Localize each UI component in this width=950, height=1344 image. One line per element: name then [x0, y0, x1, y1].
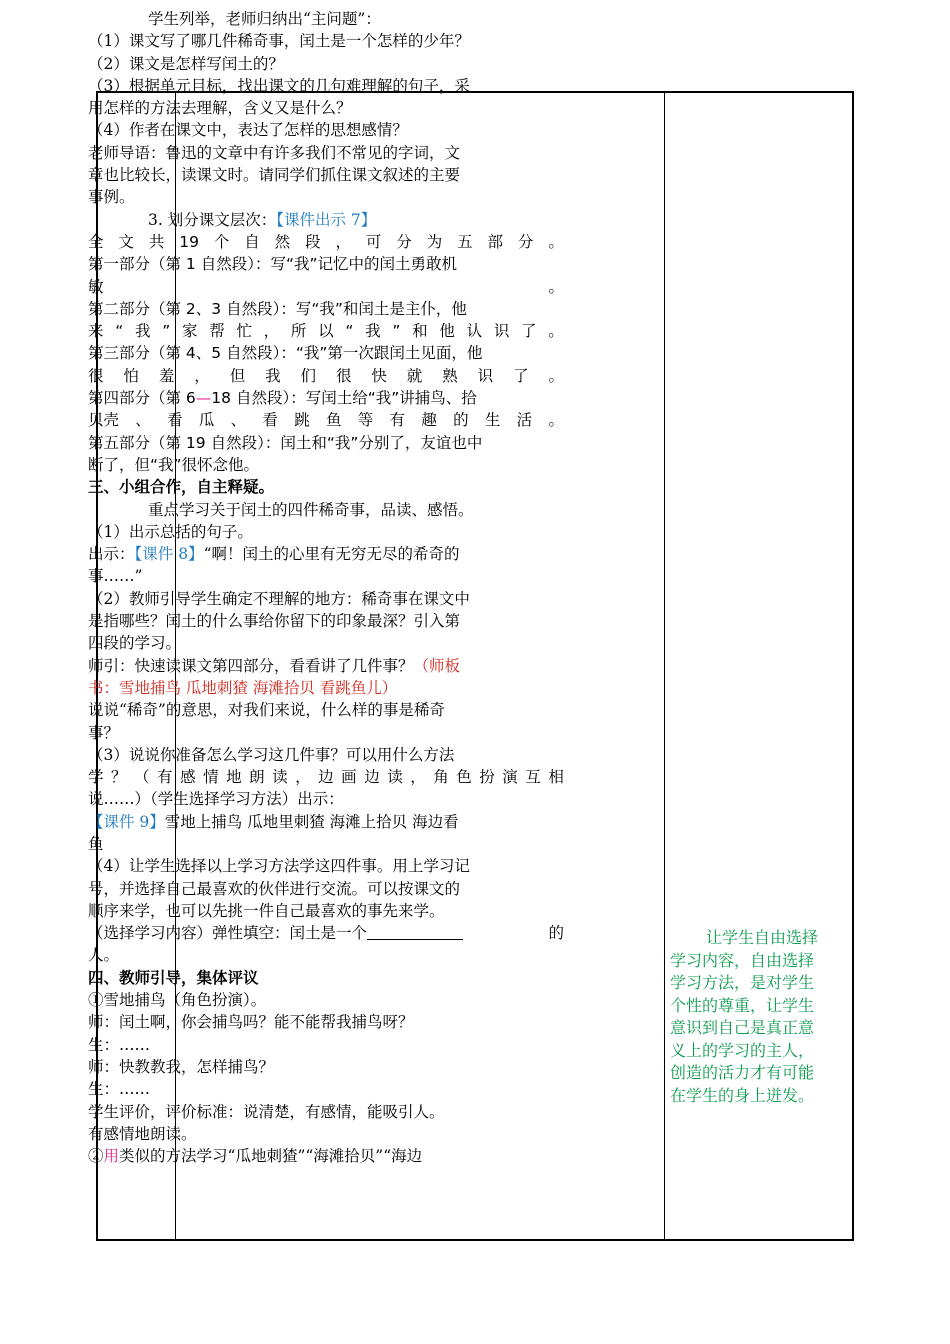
- text-line: [88, 655, 564, 677]
- char-token: 跳: [294, 411, 310, 430]
- text-line: 事例。: [88, 188, 135, 207]
- text-line: （3）根据单元目标，找出课文的几句难理解的句子，采: [88, 76, 470, 95]
- char-token: 看: [167, 411, 183, 430]
- char-token: 有: [389, 411, 406, 430]
- char-token: ，: [410, 768, 426, 787]
- text-line: 断了，但“我”很怀念他。: [88, 455, 260, 474]
- text-fragment: 敏: [88, 277, 104, 296]
- char-token: 家: [181, 322, 198, 341]
- fill-blank-line: [88, 922, 564, 944]
- text-line: 有感情地朗读。: [88, 1124, 197, 1143]
- note-line: 个性的尊重，让学生: [670, 995, 815, 1015]
- char-token: 部: [487, 232, 504, 251]
- char-token: ”: [392, 322, 401, 341]
- char-token: 地: [226, 768, 242, 787]
- char-token: ，: [194, 366, 210, 385]
- char-token: 分: [396, 232, 412, 251]
- char-token: 生: [484, 411, 501, 430]
- text-fragment: 类似的方法学习“瓜地刺猹”“海滩拾贝”“海边: [119, 1147, 423, 1166]
- justified-line: [88, 409, 564, 431]
- char-token: 。: [548, 232, 564, 251]
- text-fragment: 师引：快速读课文第四部分，看看讲了几件事？: [88, 656, 414, 675]
- text-line: [88, 209, 564, 231]
- char-token: 、: [230, 411, 247, 430]
- char-token: 等: [357, 411, 374, 430]
- section-heading-text: 3. 划分课文层次：: [148, 210, 277, 229]
- text-line: 学生列举，老师归纳出“主问题”：: [148, 10, 381, 28]
- char-token: 所: [290, 322, 307, 341]
- lesson-content-column: [88, 8, 564, 1167]
- char-token: 感: [180, 768, 196, 787]
- char-token: 活: [516, 411, 533, 430]
- justified-line: [88, 231, 564, 253]
- text-line: 师：快教教我，怎样捕鸟？: [88, 1057, 275, 1076]
- text-fragment: ②: [88, 1147, 104, 1166]
- char-token: 但: [229, 366, 246, 385]
- text-fragment: 第四部分（第 6: [88, 389, 196, 408]
- text-line: [88, 811, 564, 833]
- char-token: 帮: [209, 322, 225, 341]
- section-heading: 四、教师引导，集体评议: [88, 967, 259, 987]
- text-line: 重点学习关于闰土的四件稀奇事，品读、感悟。: [148, 500, 474, 519]
- char-token: 有: [157, 768, 173, 787]
- justified-line: [88, 766, 564, 788]
- board-note-line: 书：雪地捕鸟 瓜地刺猹 海滩拾贝 看跳鱼儿）: [88, 678, 398, 697]
- text-line: （3）说说你准备怎么学习这几件事？可以用什么方法: [88, 745, 455, 764]
- text-fragment: 。: [548, 277, 564, 296]
- text-fragment: [88, 922, 463, 944]
- text-line: 事……”: [88, 567, 143, 586]
- char-token: 我: [365, 322, 381, 341]
- justified-line: [88, 365, 564, 387]
- note-line: 义上的学习的主人，: [670, 1040, 815, 1060]
- char-token: 五: [457, 232, 473, 251]
- text-line: ①雪地捕鸟（角色扮演）。: [88, 991, 267, 1010]
- char-token: 忙: [236, 322, 252, 341]
- text-line: 说……）（学生选择学习方法）出示：: [88, 790, 344, 809]
- text-line: 老师导语：鲁迅的文章中有许多我们不常见的字词，文: [88, 143, 461, 162]
- char-token: 识: [477, 366, 494, 385]
- justified-line: [88, 320, 564, 342]
- text-line: （4）作者在课文中，表达了怎样的思想感情？: [88, 121, 408, 140]
- char-token: 、: [135, 411, 151, 430]
- text-line: 人。: [88, 946, 120, 965]
- char-token: 可: [365, 232, 382, 251]
- char-token: 了: [513, 366, 529, 385]
- char-token: “: [115, 322, 124, 341]
- text-fragment: （选择学习内容）弹性填空：闰土是一个: [88, 924, 368, 943]
- text-line: （1）出示总括的句子。: [88, 522, 253, 541]
- char-token: 19: [179, 232, 199, 251]
- char-token: 瓜: [198, 411, 215, 430]
- text-line: 事？: [88, 723, 120, 742]
- char-token: 互: [525, 768, 541, 787]
- char-token: 趣: [421, 411, 437, 430]
- text-line: 生：……: [88, 1035, 151, 1054]
- char-token: 文: [118, 232, 134, 251]
- char-token: 分: [517, 232, 534, 251]
- char-token: 为: [426, 232, 443, 251]
- char-token: 识: [493, 322, 510, 341]
- text-line: 四段的学习。: [88, 634, 182, 653]
- text-line: 用怎样的方法去理解，含义又是什么？: [88, 99, 352, 118]
- char-token: 就: [406, 366, 423, 385]
- text-line: （2）教师引导学生确定不理解的地方：稀奇事在课文中: [88, 589, 470, 608]
- text-line: 是指哪些？闰土的什么事给你留下的印象最深？引入第: [88, 612, 461, 631]
- text-line: 鱼: [88, 834, 104, 853]
- text-line: （1）课文写了哪几件稀奇事，闰土是一个怎样的少年？: [88, 32, 470, 51]
- text-line: [88, 543, 564, 565]
- char-token: 快: [371, 366, 387, 385]
- char-token: ，: [263, 322, 280, 341]
- section-heading: 三、小组合作，自主释疑。: [88, 477, 275, 497]
- char-token: 。: [548, 366, 564, 385]
- text-line: （2）课文是怎样写闰土的？: [88, 54, 284, 73]
- char-token: 相: [548, 768, 564, 787]
- char-token: 了: [521, 322, 537, 341]
- char-token: 段: [305, 232, 321, 251]
- text-line: 顺序来学，也可以先挑一件自己最喜欢的事先来学。: [88, 901, 445, 920]
- note-line: 在学生的身上迸发。: [670, 1085, 815, 1105]
- char-token: 画: [341, 768, 357, 787]
- char-token: ”: [162, 322, 171, 341]
- text-fragment: 雪地上捕鸟 瓜地里刺猹 海滩上拾贝 海边看: [164, 812, 459, 831]
- char-token: 来: [88, 322, 104, 341]
- char-token: 演: [502, 768, 518, 787]
- char-token: 学: [88, 768, 104, 787]
- char-token: 边: [364, 768, 380, 787]
- char-token: 。: [548, 411, 564, 430]
- text-line: 学生评价，评价标准：说清楚，有感情，能吸引人。: [88, 1102, 445, 1121]
- text-line: 第一部分（第 1 自然段）：写“我”记忆中的闰土勇敢机: [88, 255, 458, 274]
- design-note-column: [670, 927, 860, 1107]
- text-line: [88, 276, 564, 298]
- char-token: 。: [548, 322, 564, 341]
- char-token: 认: [466, 322, 483, 341]
- text-line: 第三部分（第 4、5 自然段）：“我”第一次跟闰土见面，他: [88, 344, 483, 363]
- text-line: 号，并选择自己最喜欢的伙伴进行交流。可以按课文的: [88, 879, 461, 898]
- text-fragment: 的: [548, 924, 564, 943]
- char-token: 情: [203, 768, 219, 787]
- char-token: 看: [262, 411, 278, 430]
- char-token: 很: [335, 366, 352, 385]
- courseware-label: 【课件出示 7】: [276, 210, 377, 229]
- char-token: 朗: [249, 768, 265, 787]
- char-token: 读: [272, 768, 288, 787]
- char-token: 角: [433, 768, 449, 787]
- char-token: ，: [295, 768, 311, 787]
- text-line: （4）让学生选择以上学习方法学这四件事。用上学习记: [88, 857, 470, 876]
- char-token: 全: [88, 232, 104, 251]
- courseware-label: 【课件 9】: [88, 812, 165, 831]
- courseware-label: 【课件 8】: [134, 545, 204, 564]
- char-token: “: [345, 322, 354, 341]
- board-note: （师板: [413, 656, 461, 675]
- char-token: 个: [213, 232, 230, 251]
- column-divider-right: [664, 93, 665, 1239]
- text-line: 生：……: [88, 1080, 151, 1099]
- char-token: 羞: [158, 366, 175, 385]
- text-fragment: “啊！闰土的心里有无穷无尽的希奇的: [203, 545, 460, 564]
- note-line: 意识到自己是真正意: [670, 1018, 815, 1037]
- highlight-dash: —: [195, 389, 212, 408]
- text-line: 师：闰土啊，你会捕鸟吗？能不能帮我捕鸟呀？: [88, 1013, 414, 1032]
- char-token: 读: [387, 768, 403, 787]
- char-token: ，: [335, 232, 351, 251]
- char-token: 和: [412, 322, 428, 341]
- char-token: 我: [265, 366, 281, 385]
- text-line: 说说“稀奇”的意思，对我们来说，什么样的事是稀奇: [88, 701, 445, 720]
- text-line: [88, 1145, 564, 1167]
- char-token: 自: [244, 232, 260, 251]
- char-token: 边: [318, 768, 334, 787]
- char-token: 他: [439, 322, 455, 341]
- char-token: 以: [318, 322, 334, 341]
- char-token: ？: [111, 768, 127, 787]
- char-token: 熟: [442, 366, 458, 385]
- char-token: 很: [88, 366, 104, 385]
- fill-in-blank: [367, 923, 463, 940]
- char-token: 怕: [123, 366, 139, 385]
- note-line: 让学生自由选择: [706, 928, 819, 947]
- char-token: 扮: [479, 768, 495, 787]
- text-line: [88, 387, 564, 409]
- note-line: 学习内容，自由选择: [670, 950, 815, 970]
- char-token: （: [134, 768, 150, 787]
- highlight-char: 用: [103, 1147, 120, 1166]
- char-token: 然: [274, 232, 291, 251]
- char-token: 色: [456, 768, 472, 787]
- text-line: 第五部分（第 19 自然段）：闰土和“我”分别了，友谊也中: [88, 433, 483, 452]
- text-line: 第二部分（第 2、3 自然段）：写“我”和闰土是主仆，他: [88, 299, 467, 318]
- char-token: 我: [134, 322, 151, 341]
- char-token: 们: [300, 366, 317, 385]
- char-token: 贝壳: [88, 411, 120, 430]
- note-line: 学习方法，是对学生: [670, 973, 815, 992]
- text-fragment: 18 自然段）：写闰土给“我”讲捕鸟、拾: [211, 389, 477, 408]
- text-line: 章也比较长，读课文时。请同学们抓住课文叙述的主要: [88, 166, 461, 185]
- char-token: 共: [148, 232, 165, 251]
- note-line: 创造的活力才有可能: [670, 1063, 815, 1082]
- char-token: 的: [453, 411, 469, 430]
- text-fragment: 出示：: [88, 545, 135, 564]
- char-token: 鱼: [325, 411, 342, 430]
